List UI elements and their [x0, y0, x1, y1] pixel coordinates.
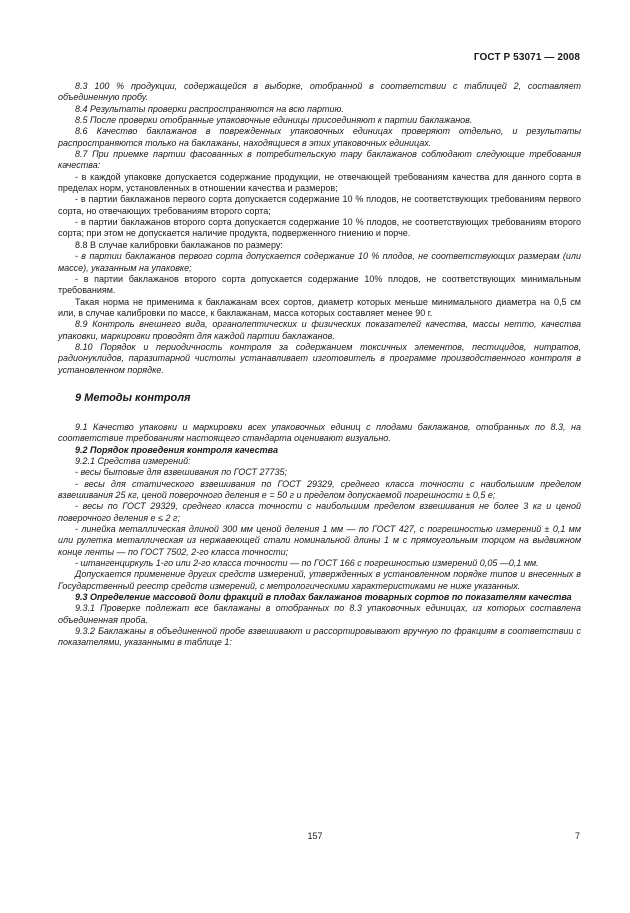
- paragraph: 8.5 После проверки отобранные упаковочные единицы присоединяют к партии баклажанов.: [75, 115, 473, 126]
- standard-header: ГОСТ Р 53071 — 2008: [473, 52, 580, 63]
- clauses-section-8: [58, 81, 581, 376]
- paragraph: - в партии баклажанов второго сорта допускается содержание 10 % плодов, не соответствующих требованиям второго сорта; при этом не допускается наличие продукта, подверженного гниению и порче.: [58, 217, 581, 239]
- paragraph: Допускается применение других средств измерений, утвержденных в установленном порядке типов и внесенных в Государственный реестр средств измерений, с метрологическими характеристиками не ниже указанных.: [58, 569, 581, 591]
- paragraph: - в партии баклажанов первого сорта допускается содержание 10 % плодов, не соответствующих размерам (или массе), указанным на упаковке;: [58, 251, 581, 273]
- paragraph: - весы по ГОСТ 29329, среднего класса точности с наибольшим пределом взвешивания не более 3 кг и ценой поверочного деления е ≤ 2 г;: [58, 501, 581, 523]
- paragraph: 8.10 Порядок и периодичность контроля за содержанием токсичных элементов, пестицидов, нитратов, радионуклидов, паразитарной чистоты устанавливает изготовитель в программе производственного контроля в установленном порядке.: [58, 341, 581, 375]
- paragraph: - в каждой упаковке допускается содержание продукции, не отвечающей требованиям качества для данного сорта в пределах норм, установленных в отношении качества и размеров;: [58, 171, 581, 194]
- paragraph: Такая норма не применима к баклажанам всех сортов, диаметр которых меньше минимального диаметра на 0,5 см или, в случае калибровки по массе, к баклажанам, масса которых составляет менее 90 г.: [58, 296, 581, 318]
- page-number-center: 157: [307, 831, 323, 841]
- paragraph: - штангенциркуль 1-го или 2-го класса точности — по ГОСТ 166 с погрешностью измерений 0,05 —0,1 мм.: [75, 558, 539, 569]
- paragraph: 9.3.1 Проверке подлежат все баклажаны в отобранных по 8.3 упаковочных единицах, из которых составлена объединенная проба.: [58, 603, 581, 625]
- paragraph: 8.9 Контроль внешнего вида, органолептических и физических показателей качества, массы нетто, качества упаковки, маркировки проводят для каждой партии баклажанов.: [58, 319, 581, 341]
- paragraph: - весы для статического взвешивания по ГОСТ 29329, среднего класса точности с наибольшим пределом взвешивания 25 кг, ценой поверочного деления е = 50 г и пределом допускаемой погрешности ± 0,5 е;: [58, 478, 581, 500]
- section-title: 9 Методы контроля: [75, 391, 191, 404]
- paragraph: 8.8 В случае калибровки баклажанов по размеру:: [75, 239, 283, 250]
- paragraph: 9.3.2 Баклажаны в объединенной пробе взвешивают и рассортировывают вручную по фракциям в соответствии с показателями, указанными в таблице 1:: [58, 626, 581, 648]
- clauses-section-9: [58, 422, 581, 649]
- paragraph: 9.2.1 Средства измерений:: [75, 455, 191, 466]
- page-number-right: 7: [574, 831, 580, 841]
- paragraph: 8.3 100 % продукции, содержащейся в выборке, отобранной в соответствии с таблицей 2, составляет объединенную пробу.: [58, 81, 581, 103]
- paragraph: - в партии баклажанов второго сорта допускается содержание 10% плодов, не соответствующих минимальным требованиям.: [58, 273, 581, 296]
- paragraph: - в партии баклажанов первого сорта допускается содержание 10 % плодов, не соответствующих требованиям первого сорта, но отвечающих требованиям второго сорта;: [58, 194, 581, 216]
- document-body: [58, 81, 581, 649]
- paragraph: 8.6 Качество баклажанов в поврежденных упаковочных единицах проверяют отдельно, и результаты распространяются только на баклажаны, находящиеся в этих упаковочных единицах.: [58, 126, 581, 148]
- paragraph: - весы бытовые для взвешивания по ГОСТ 27735;: [75, 467, 288, 478]
- paragraph: 8.7 При приемке партии фасованных в потребительскую тару баклажанов соблюдают следующие требования качества:: [58, 149, 581, 171]
- paragraph: 9.2 Порядок проведения контроля качества: [75, 444, 278, 455]
- paragraph: 8.4 Результаты проверки распространяются на всю партию.: [75, 103, 344, 114]
- paragraph: 9.3 Определение массовой доли фракций в плодах баклажанов товарных сортов по показателям качества: [75, 592, 572, 603]
- paragraph: 9.1 Качество упаковки и маркировки всех упаковочных единиц с плодами баклажанов, отобранных по 8.3, на соответствие требованиям настоящего стандарта оценивают визуально.: [58, 421, 581, 444]
- paragraph: - линейка металлическая длиной 300 мм ценой деления 1 мм — по ГОСТ 427, с погрешностью измерений ± 0,1 мм или рулетка металлическая из нержавеющей стали номинальной длины 1 м с прямоугольным торцом на выдвижном конце ленты — по ГОСТ 7502, 2-го класса точности;: [58, 524, 581, 557]
